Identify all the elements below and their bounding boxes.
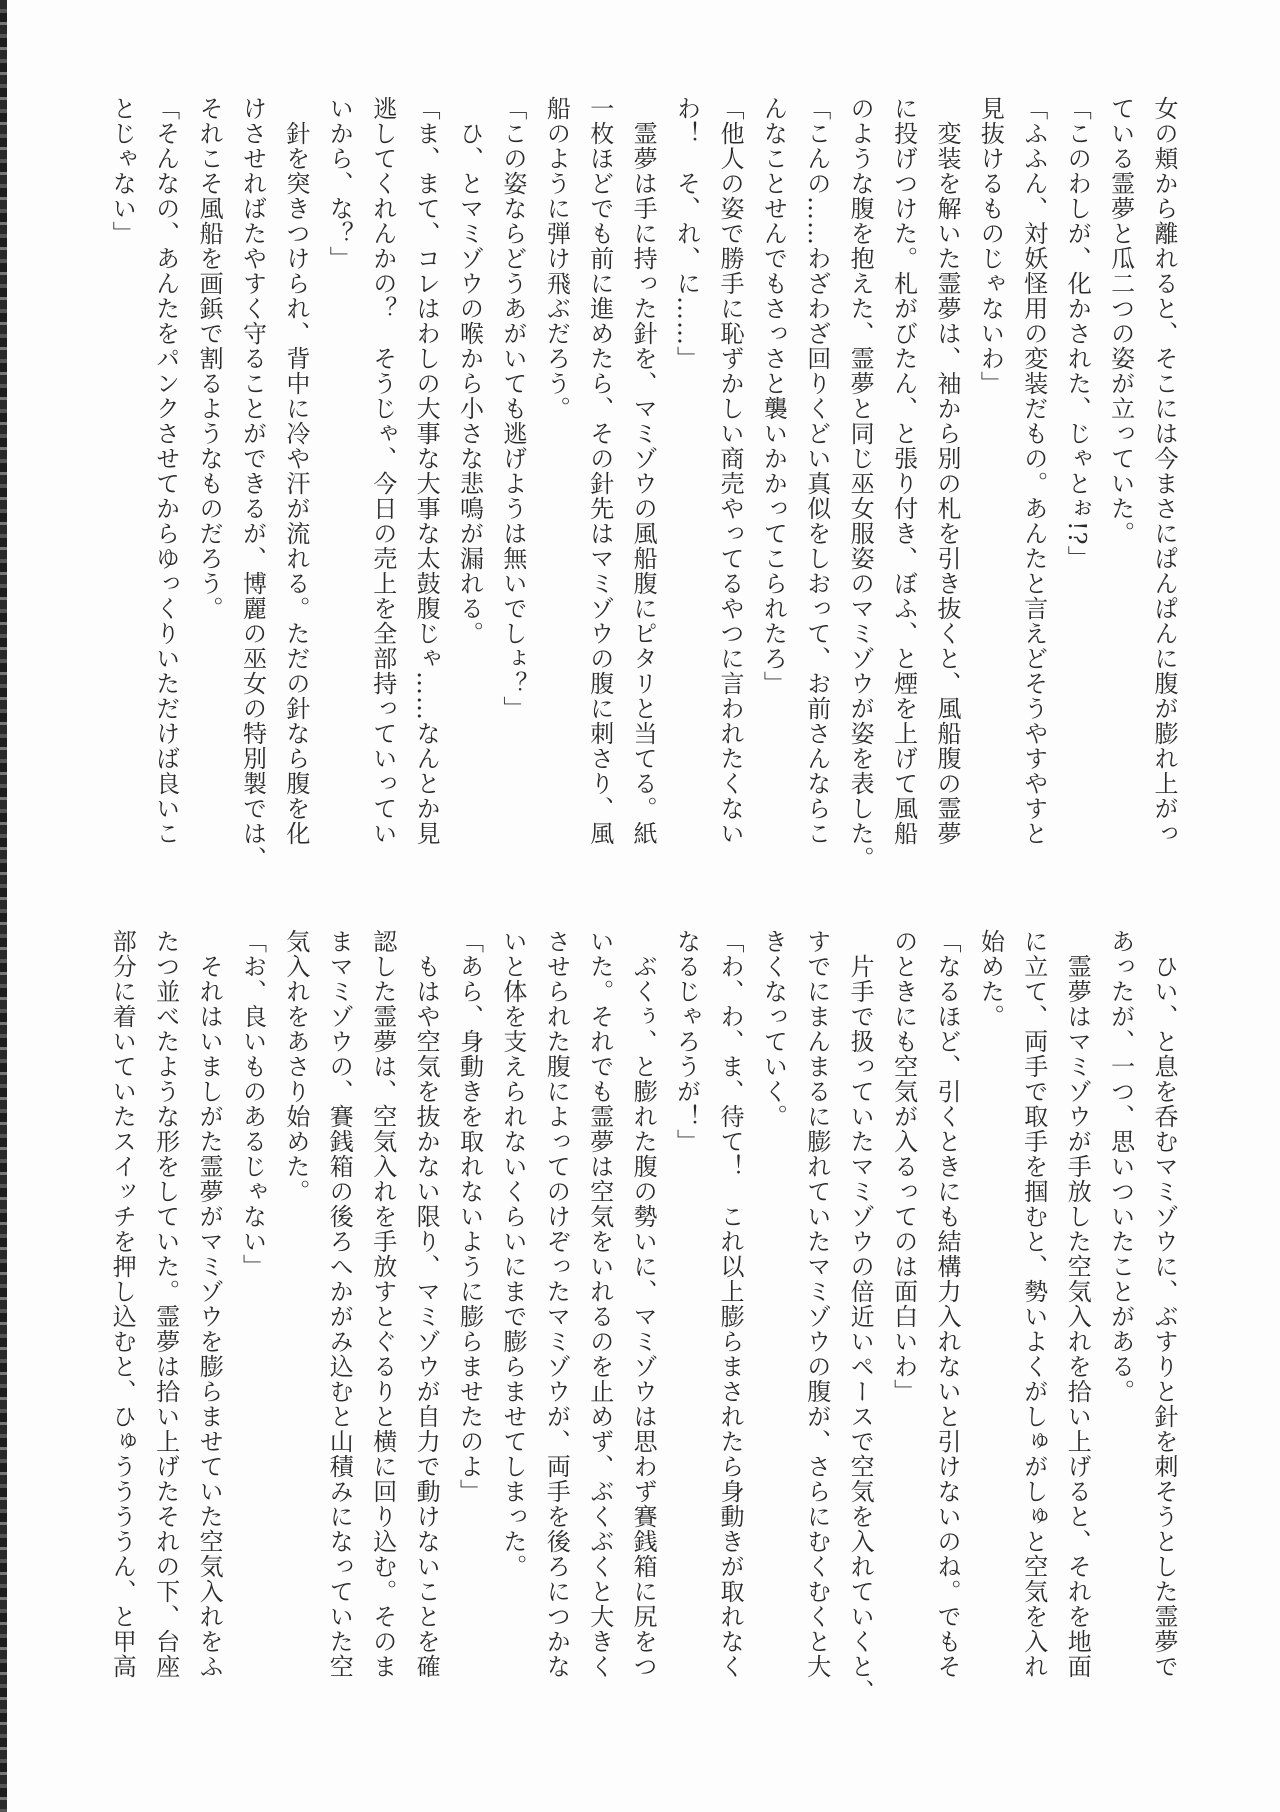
text-line: ひ、とマミゾウの喉から小さな悲鳴が漏れる。 xyxy=(455,96,484,646)
text-line: 見抜けるものじゃないわ」 xyxy=(976,96,1005,396)
text-line: わ！ そ、れ、に……」 xyxy=(672,96,701,371)
text-line: ぶくぅ、と膨れた腹の勢いに、マミゾウは思わず賽銭箱に尻をつ xyxy=(629,929,658,1679)
text-line: 「このわしが、化かされた、じゃとぉ!?」 xyxy=(1063,96,1092,571)
text-line: 「この姿ならどうあがいても逃げようは無いでしょ？」 xyxy=(498,96,527,721)
text-line: なるじゃろうが！」 xyxy=(672,929,701,1154)
text-line: のときにも空気が入るってのは面白いわ」 xyxy=(889,929,918,1404)
text-line: 針を突きつけられ、背中に冷や汗が流れる。ただの針なら腹を化 xyxy=(281,96,310,846)
text-line: きくなっていく。 xyxy=(759,929,788,1129)
text-line: 「なるほど、引くときにも結構力入れないと引けないのね。でもそ xyxy=(932,929,961,1679)
text-line: けさせればたやすく守ることができるが、博麗の巫女の特別製では、 xyxy=(238,96,267,871)
text-line: 逃してくれんかの？ そうじゃ、今日の売上を全部持っていってい xyxy=(368,96,397,846)
text-line: 変装を解いた霊夢は、袖から別の札を引き抜くと、風船腹の霊夢 xyxy=(932,96,961,846)
text-line: まマミゾウの、賽銭箱の後ろへかがみ込むと山積みになっていた空 xyxy=(325,929,354,1679)
text-line: 霊夢は手に持った針を、マミゾウの風船腹にピタリと当てる。紙 xyxy=(629,96,658,846)
text-line: 「こんの……わざわざ回りくどい真似をしおって、お前さんならこ xyxy=(802,96,831,846)
text-line: に投げつけた。札がびたん、と張り付き、ぼふ、と煙を上げて風船 xyxy=(889,96,918,846)
text-line: いた。それでも霊夢は空気をいれるのを止めず、ぶくぶくと大きく xyxy=(585,929,614,1679)
text-line: もはや空気を抜かない限り、マミゾウが自力で動けないことを確 xyxy=(412,929,441,1679)
text-line: に立て、両手で取手を掴むと、勢いよくがしゅがしゅと空気を入れ xyxy=(1019,929,1048,1679)
text-line: 「わ、わ、ま、待て！ これ以上膨らまされたら身動きが取れなく xyxy=(715,929,744,1679)
text-line: のような腹を抱えた、霊夢と同じ巫女服姿のマミゾウが姿を表した。 xyxy=(846,96,875,871)
text-line: あったが、一つ、思いついたことがある。 xyxy=(1106,929,1135,1404)
text-line: 「お、良いものあるじゃない」 xyxy=(238,929,267,1279)
upper-text-block xyxy=(100,96,1185,871)
text-line: すでにまんまるに膨れていたマミゾウの腹が、さらにむくむくと大 xyxy=(802,929,831,1679)
text-line: 「そんなの、あんたをパンクさせてからゆっくりいただけば良いこ xyxy=(151,96,180,846)
lower-text-block xyxy=(100,929,1185,1704)
text-line: 認した霊夢は、空気入れを手放すとぐるりと横に回り込む。そのま xyxy=(368,929,397,1679)
text-line: 始めた。 xyxy=(976,929,1005,1029)
text-line: いから、な？」 xyxy=(325,96,354,271)
text-line: 霊夢はマミゾウが手放した空気入れを拾い上げると、それを地面 xyxy=(1063,929,1092,1679)
text-line: 「ま、まて、コレはわしの大事な大事な太鼓腹じゃ……なんとか見 xyxy=(412,96,441,846)
text-line: とじゃない」 xyxy=(108,96,137,246)
text-line: ひい、と息を呑むマミゾウに、ぶすりと針を刺そうとした霊夢で xyxy=(1150,929,1178,1679)
text-line: 気入れをあさり始めた。 xyxy=(281,929,310,1204)
text-line: 片手で扱っていたマミゾウの倍近いペースで空気を入れていくと、 xyxy=(846,929,875,1704)
text-line: させられた腹によってのけぞったマミゾウが、両手を後ろにつかな xyxy=(542,929,571,1679)
text-line: それはいましがた霊夢がマミゾウを膨らませていた空気入れをふ xyxy=(195,929,224,1679)
text-line: 女の頬から離れると、そこには今まさにぱんぱんに腹が膨れ上がっ xyxy=(1150,96,1178,846)
text-line: たつ並べたような形をしていた。霊夢は拾い上げたそれの下、台座 xyxy=(151,929,180,1679)
text-line: 一枚ほどでも前に進めたら、その針先はマミゾウの腹に刺さり、風 xyxy=(585,96,614,846)
text-line: 「他人の姿で勝手に恥ずかしい商売やってるやつに言われたくない xyxy=(715,96,744,846)
text-line: 船のように弾け飛ぶだろう。 xyxy=(542,96,571,421)
scan-border xyxy=(0,0,7,1812)
text-line: いと体を支えられないくらいにまで膨らませてしまった。 xyxy=(498,929,527,1579)
text-line: んなことせんでもさっさと襲いかかってこられたろ」 xyxy=(759,96,788,696)
text-line: 部分に着いていたスイッチを押し込むと、ひゅううううん、と甲高 xyxy=(108,929,137,1679)
text-line: ている霊夢と瓜二つの姿が立っていた。 xyxy=(1106,96,1135,546)
text-line: 「ふふん、対妖怪用の変装だもの。あんたと言えどそうやすやすと xyxy=(1019,96,1048,846)
text-line: 「あら、身動きを取れないように膨らませたのよ」 xyxy=(455,929,484,1504)
text-line: それこそ風船を画鋲で割るようなものだろう。 xyxy=(195,96,224,621)
